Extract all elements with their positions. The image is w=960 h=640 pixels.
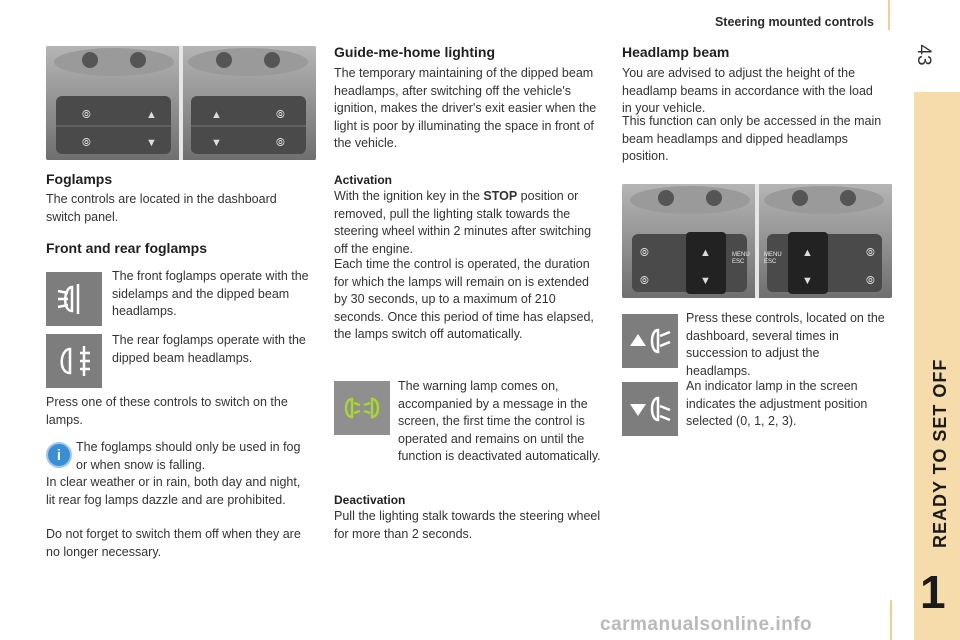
front-foglamps-text: The front foglamps operate with the sidelamps and the dipped beam headlamps. bbox=[112, 269, 309, 318]
watermark: carmanualsonline.info bbox=[600, 614, 813, 635]
stop-key-label: STOP bbox=[483, 189, 518, 203]
guide-me-home-title: Guide-me-home lighting bbox=[334, 44, 495, 60]
menu-esc-label-left: MENU ESC bbox=[732, 252, 750, 265]
warning-lamp-text: The warning lamp comes on, accompanied by a message in the screen, the first time the control is operated and remains on until the function is deactivated automatically. bbox=[398, 379, 601, 463]
info-note-line3: Do not forget to switch them off when they are no longer necessary. bbox=[46, 527, 301, 559]
svg-text:⦾: ⦾ bbox=[640, 275, 649, 287]
svg-text:⦾: ⦾ bbox=[82, 109, 91, 121]
svg-text:⦾: ⦾ bbox=[640, 247, 649, 259]
activation-text bbox=[334, 188, 604, 258]
front-foglamp-icon bbox=[46, 272, 102, 326]
section-title: Steering mounted controls bbox=[714, 15, 874, 29]
svg-text:▼: ▼ bbox=[802, 275, 813, 287]
foglamps-title: Foglamps bbox=[46, 171, 113, 187]
guide-me-home-warning-icon bbox=[334, 381, 390, 435]
indicator-lamp-text: An indicator lamp in the screen indicates the adjustment position selected (0, 1, 2, 3). bbox=[686, 379, 868, 428]
chapter-number: 1 bbox=[920, 566, 946, 618]
front-rear-foglamps-title: Front and rear foglamps bbox=[46, 240, 208, 256]
header-divider bbox=[888, 0, 890, 30]
headlamp-up-icon bbox=[622, 314, 678, 368]
press-headlamp-controls-text: Press these controls, located on the dashboard, several times in succession to adjust the headlamps. bbox=[686, 311, 885, 378]
headlamp-beam-intro2: This function can only be accessed in the main beam headlamps and dipped headlamps position. bbox=[622, 114, 882, 163]
press-controls-text: Press one of these controls to switch on the lamps. bbox=[46, 395, 288, 427]
activation-title: Activation bbox=[334, 173, 393, 187]
dashboard-switch-panel-image bbox=[46, 46, 316, 160]
svg-text:⦾: ⦾ bbox=[276, 109, 285, 121]
deactivation-text: Pull the lighting stalk towards the steering wheel for more than 2 seconds. bbox=[334, 509, 601, 541]
svg-text:▲: ▲ bbox=[700, 247, 711, 259]
svg-text:▼: ▼ bbox=[211, 137, 222, 149]
headlamp-adjust-panel-image bbox=[622, 184, 892, 298]
activation-text-pre: With the ignition key in the bbox=[334, 189, 484, 203]
svg-text:▼: ▼ bbox=[146, 137, 157, 149]
svg-text:▲: ▲ bbox=[146, 109, 157, 121]
svg-text:▲: ▲ bbox=[211, 109, 222, 121]
rear-foglamp-icon bbox=[46, 334, 102, 388]
headlamp-controls-photo bbox=[622, 184, 892, 298]
svg-text:⦾: ⦾ bbox=[82, 137, 91, 149]
info-icon: i bbox=[46, 442, 72, 468]
foglamp-controls-photo bbox=[46, 46, 316, 160]
svg-text:▲: ▲ bbox=[802, 247, 813, 259]
headlamp-beam-intro1: You are advised to adjust the height of the headlamp beams in accordance with the load in your vehicle. bbox=[622, 66, 873, 115]
svg-text:⦾: ⦾ bbox=[276, 137, 285, 149]
activation-text-post: position or removed, pull the lighting stalk towards the steering wheel within 2 minutes after switching off the engine. bbox=[334, 189, 592, 256]
page-number: 43 bbox=[913, 44, 934, 66]
headlamp-down-icon bbox=[622, 382, 678, 436]
svg-text:⦾: ⦾ bbox=[866, 247, 875, 259]
footer-divider bbox=[890, 600, 892, 640]
chapter-title bbox=[930, 528, 951, 548]
svg-text:▼: ▼ bbox=[700, 275, 711, 287]
info-note-line1: The foglamps should only be used in fog or when snow is falling. bbox=[76, 440, 301, 472]
activation-more-text: Each time the control is operated, the duration for which the lamps will remain on is extended by 30 seconds, up to a maximum of 210 seconds. Once this period of time has elapsed, the lamps switch off automatically. bbox=[334, 257, 594, 341]
info-note-line2: In clear weather or in rain, both day and night, lit rear fog lamps dazzle and are prohibited. bbox=[46, 475, 301, 507]
menu-esc-label-right: MENU ESC bbox=[764, 252, 782, 265]
guide-me-home-intro: The temporary maintaining of the dipped beam headlamps, after switching off the vehicle's ignition, makes the driver's exit easier when the light is poor by illuminating the space in front of the vehicle. bbox=[334, 66, 597, 150]
headlamp-beam-title: Headlamp beam bbox=[622, 44, 730, 60]
foglamps-text: The controls are located in the dashboard switch panel. bbox=[46, 192, 277, 224]
rear-foglamps-text: The rear foglamps operate with the dipped beam headlamps. bbox=[112, 333, 306, 365]
svg-text:⦾: ⦾ bbox=[866, 275, 875, 287]
deactivation-title: Deactivation bbox=[334, 493, 406, 507]
